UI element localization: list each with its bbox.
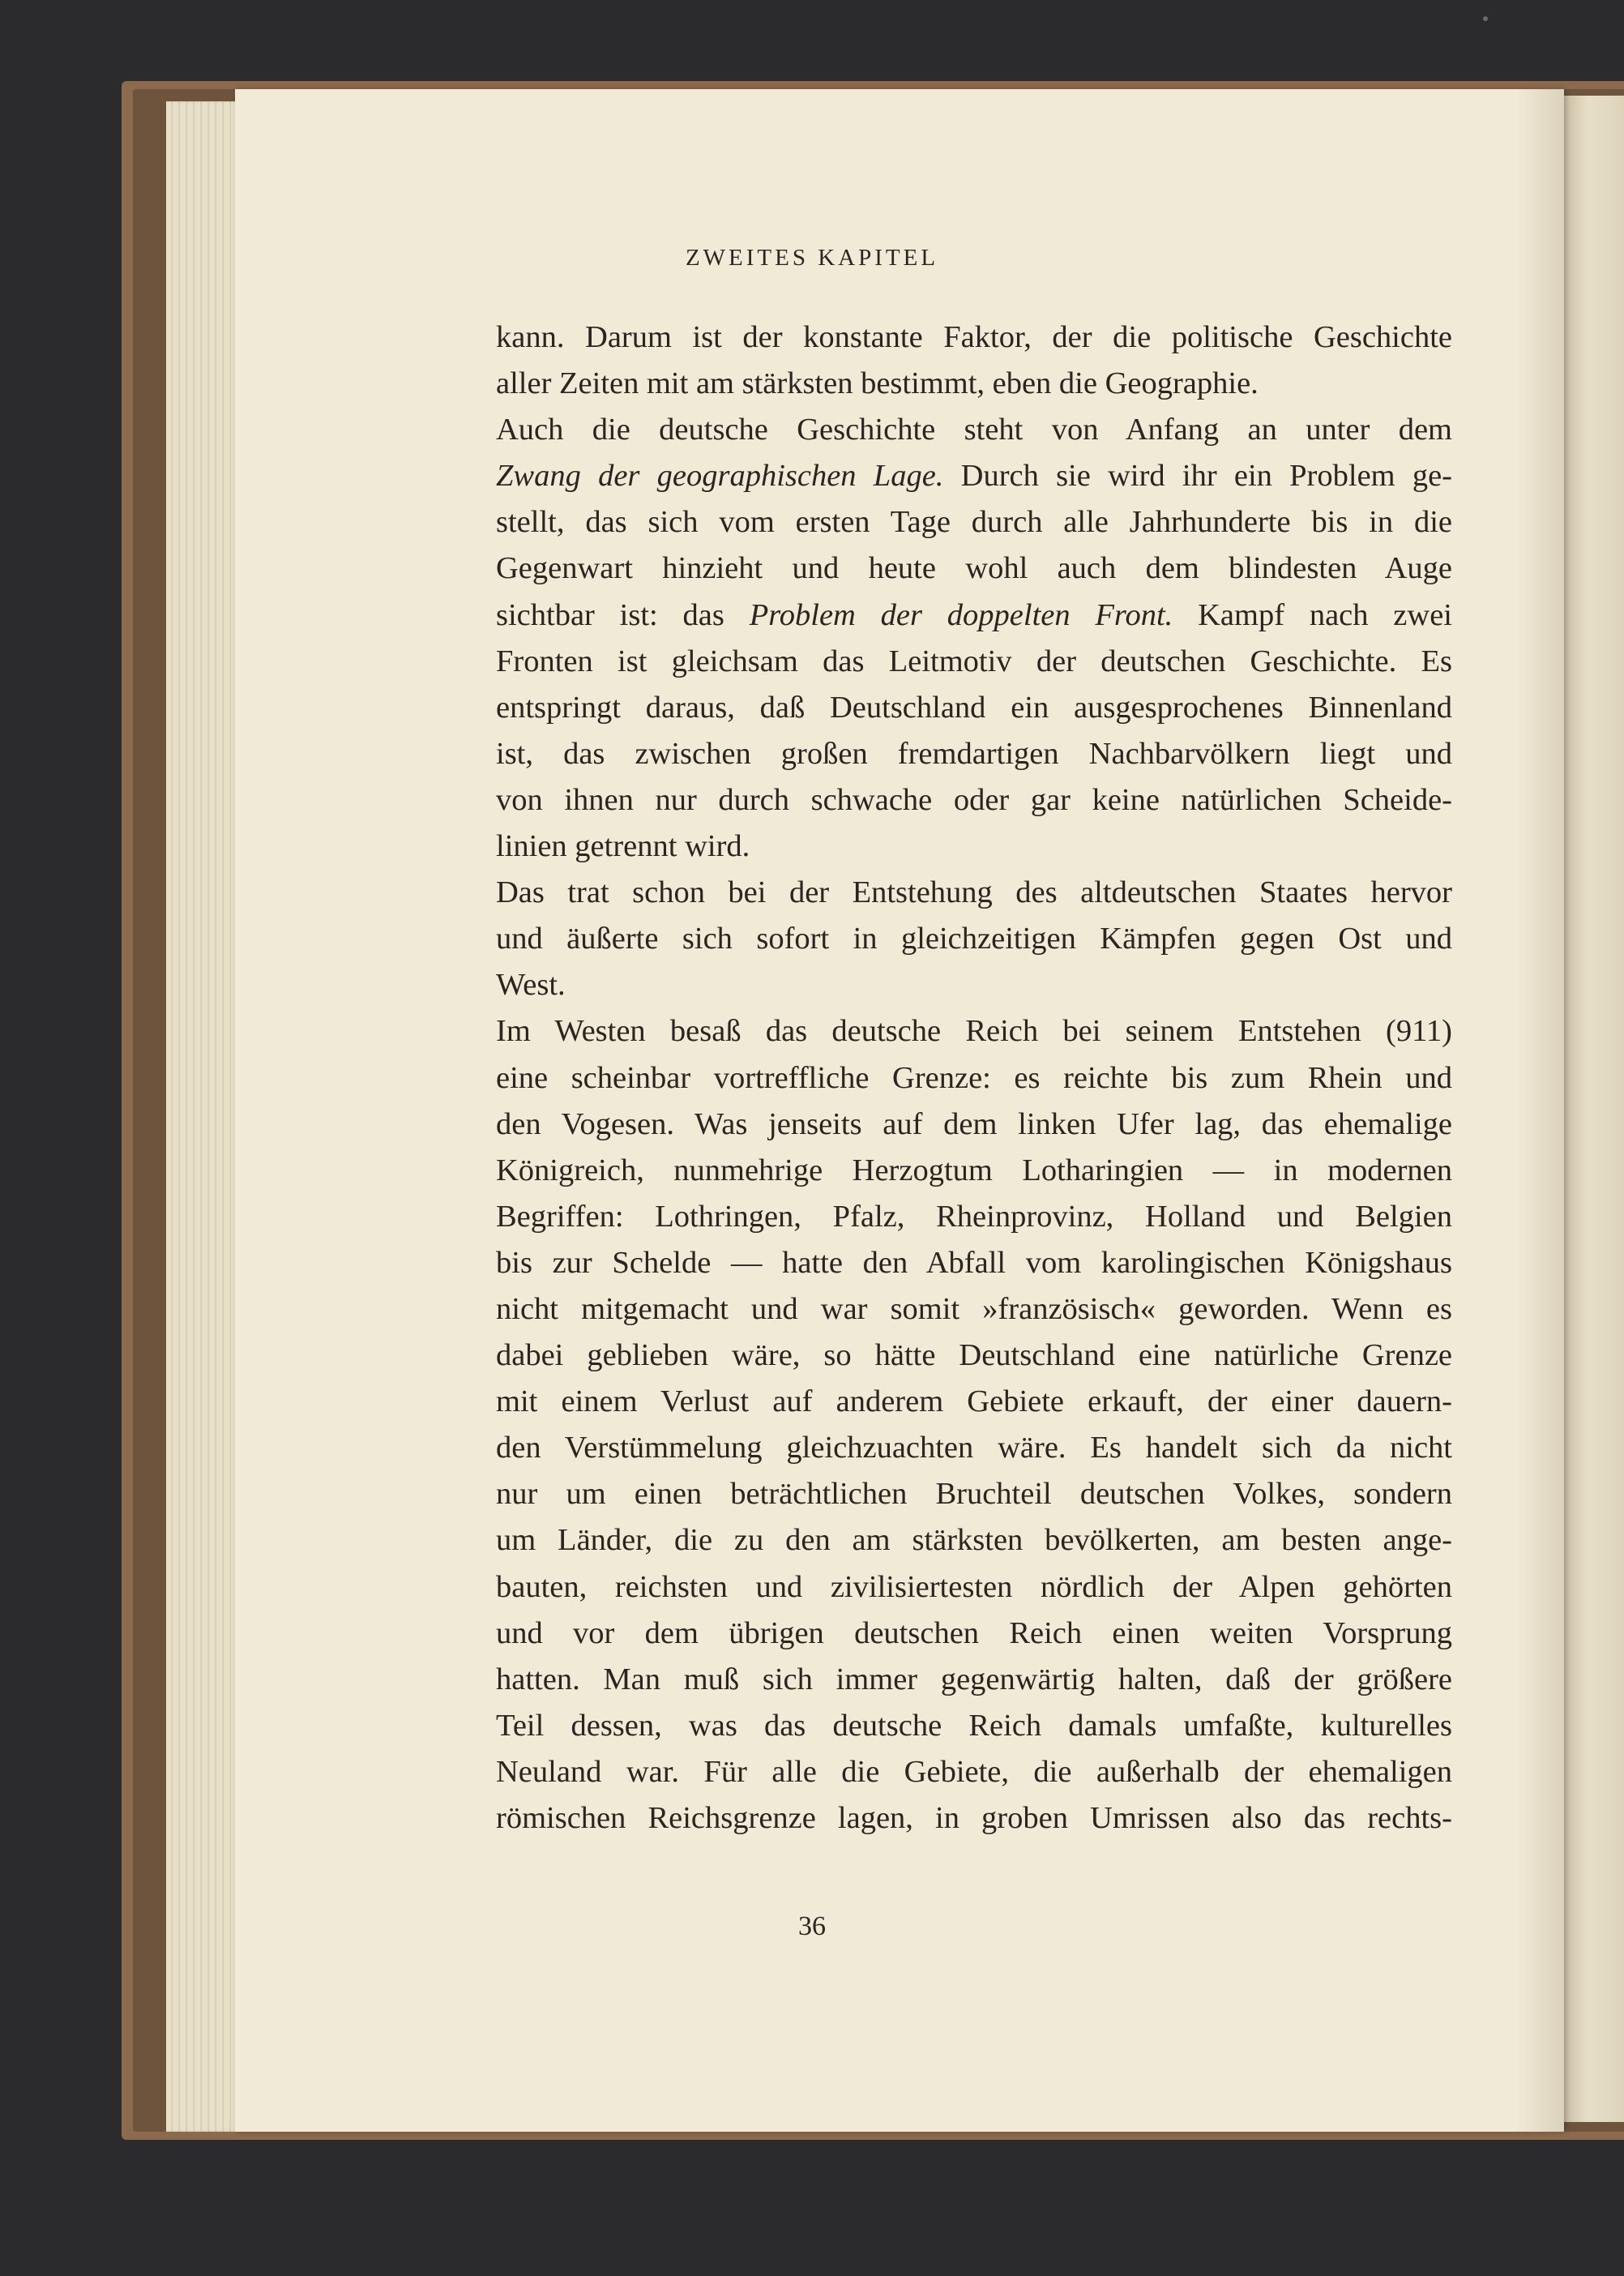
text-segment: Teil dessen, was das deutsche Reich damals umfaßte, kulturelles — [496, 1708, 1452, 1743]
text-segment: Gegenwart hinzieht und heute wohl auch dem blindesten Auge — [496, 551, 1452, 586]
text-line — [496, 824, 1452, 870]
text-segment: Fronten ist gleichsam das Leitmotiv der deutschen Geschichte. Es — [496, 644, 1452, 678]
text-segment: aller Zeiten mit am stärksten bestimmt, eben die Geographie. — [496, 366, 1259, 401]
italic-phrase: Problem der doppelten Front. — [749, 597, 1173, 632]
text-segment: linien getrennt wird. — [496, 829, 750, 864]
text-segment: nur um einen beträchtlichen Bruchteil deutschen Volkes, sondern — [496, 1477, 1452, 1512]
text-segment: nicht mitgemacht und war somit »französisch« geworden. Wenn es — [496, 1291, 1452, 1326]
text-segment: stellt, das sich vom ersten Tage durch alle Jahrhunderte bis in die — [496, 505, 1452, 540]
text-line — [496, 1795, 1452, 1842]
text-segment: West. — [496, 968, 566, 1003]
text-line — [496, 593, 1452, 639]
text-segment: römischen Reichsgrenze lagen, in groben Umrissen also das rechts- — [496, 1801, 1452, 1835]
text-segment: um Länder, die zu den am stärksten bevölkerten, am besten ange- — [496, 1523, 1452, 1558]
text-line — [496, 453, 1452, 499]
text-segment: Auch die deutsche Geschichte steht von Anfang an unter dem — [496, 413, 1452, 447]
text-line — [496, 870, 1452, 916]
text-segment: kann. Darum ist der konstante Faktor, der die politische Geschichte — [496, 320, 1452, 354]
text-line — [496, 545, 1452, 592]
text-line — [496, 1657, 1452, 1703]
text-line — [496, 731, 1452, 777]
text-line — [496, 1333, 1452, 1379]
text-segment: den Verstümmelung gleichzuachten wäre. Es handelt sich da nicht — [496, 1431, 1452, 1465]
text-segment: eine scheinbar vortreffliche Grenze: es reichte bis zum Rhein und — [496, 1060, 1452, 1095]
text-line — [496, 1194, 1452, 1240]
text-line — [496, 639, 1452, 685]
text-line — [496, 1286, 1452, 1333]
text-segment: von ihnen nur durch schwache oder gar keine natürlichen Scheide- — [496, 782, 1452, 817]
text-line — [496, 916, 1452, 962]
running-head: ZWEITES KAPITEL — [685, 245, 939, 271]
text-line — [496, 1008, 1452, 1055]
text-segment: Königreich, nunmehrige Herzogtum Lotharingien — in modernen — [496, 1153, 1452, 1187]
text-segment: Das trat schon bei der Entstehung des altdeutschen Staates hervor — [496, 875, 1452, 910]
text-line — [496, 777, 1452, 824]
text-segment: den Vogesen. Was jenseits auf dem linken Ufer lag, das ehemalige — [496, 1106, 1452, 1141]
text-segment: Begriffen: Lothringen, Pfalz, Rheinprovinz, Holland und Belgien — [496, 1199, 1452, 1234]
text-segment: Kampf nach zwei — [1173, 597, 1452, 632]
text-line — [496, 314, 1452, 361]
text-line — [496, 1379, 1452, 1425]
text-segment: Neuland war. Für alle die Gebiete, die außerhalb der ehemaligen — [496, 1754, 1452, 1789]
text-line — [496, 1471, 1452, 1517]
text-line — [496, 1240, 1452, 1286]
text-line — [496, 1517, 1452, 1564]
text-line — [496, 1102, 1452, 1148]
text-segment: hatten. Man muß sich immer gegenwärtig halten, daß der größere — [496, 1662, 1452, 1696]
text-segment: ist, das zwischen großen fremdartigen Nachbarvölkern liegt und — [496, 736, 1452, 771]
text-line — [496, 962, 1452, 1008]
text-segment: und vor dem übrigen deutschen Reich einen weiten Vorsprung — [496, 1615, 1452, 1650]
text-segment: entspringt daraus, daß Deutschland ein ausgesprochenes Binnenland — [496, 690, 1452, 725]
text-line — [496, 1148, 1452, 1194]
text-line — [496, 407, 1452, 453]
text-line — [496, 1055, 1452, 1102]
page-number: 36 — [798, 1911, 826, 1941]
text-line — [496, 1749, 1452, 1795]
italic-phrase: Zwang der geographischen Lage. — [496, 459, 944, 494]
text-segment: bis zur Schelde — hatte den Abfall vom karolingischen Königshaus — [496, 1245, 1452, 1280]
text-line — [496, 1564, 1452, 1611]
text-segment: Durch sie wird ihr ein Problem ge- — [943, 459, 1452, 494]
text-segment: sichtbar ist: das — [496, 597, 750, 632]
body-text — [496, 314, 1452, 1842]
text-line — [496, 1611, 1452, 1657]
text-segment: und äußerte sich sofort in gleichzeitigen Kämpfen gegen Ost und — [496, 922, 1452, 956]
text-segment: Im Westen besaß das deutsche Reich bei seinem Entstehen (911) — [496, 1014, 1452, 1049]
facing-page-edge — [1564, 96, 1624, 2122]
text-segment: dabei geblieben wäre, so hätte Deutschland eine natürliche Grenze — [496, 1338, 1452, 1373]
text-line — [496, 1425, 1452, 1471]
text-line — [496, 499, 1452, 545]
text-line — [496, 361, 1452, 407]
speck — [1483, 16, 1488, 21]
text-line — [496, 1703, 1452, 1749]
text-line — [496, 685, 1452, 731]
text-segment: mit einem Verlust auf anderem Gebiete erkauft, der einer dauern- — [496, 1384, 1452, 1419]
text-segment: bauten, reichsten und zivilisiertesten nördlich der Alpen gehörten — [496, 1569, 1452, 1604]
